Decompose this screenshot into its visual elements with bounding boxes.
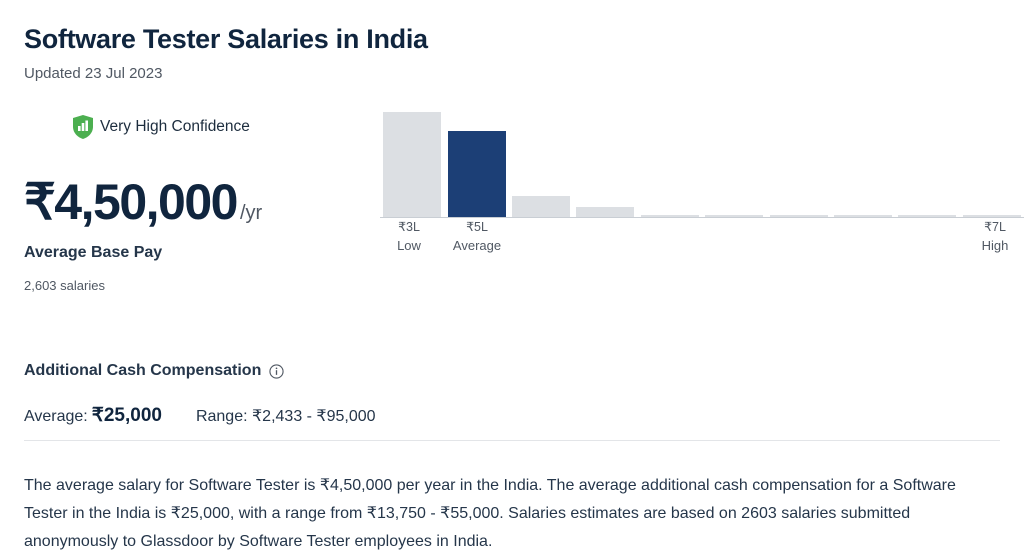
bar-slot — [444, 112, 508, 217]
bar-slot — [638, 112, 702, 217]
axis-tick-average-value: ₹5L — [466, 220, 488, 234]
base-pay-caption: Average Base Pay — [24, 244, 163, 261]
page-title: Software Tester Salaries in India — [24, 24, 428, 54]
bar-slot — [573, 112, 637, 217]
additional-cash-heading — [24, 362, 284, 380]
bar-3[interactable] — [576, 207, 634, 218]
confidence-row — [72, 114, 344, 140]
divider — [24, 440, 1000, 441]
bar-1[interactable] — [448, 131, 506, 217]
bar-0[interactable] — [383, 112, 441, 217]
pay-amount: ₹4,50,000 — [24, 174, 237, 230]
summary-text: The average salary for Software Tester is ₹4,50,000 per year in the India. The average additional cash compensation for a Software Tester in the India is ₹25,000, with a range from ₹13,750 - ₹55,000. Salaries estimates are based on 2603 salaries submitted anonymously to Glassdoor by Software Tester employees in India. — [24, 477, 956, 550]
bar-slot — [380, 112, 444, 217]
additional-cash-range: Range: ₹2,433 - ₹95,000 — [195, 408, 376, 425]
info-icon[interactable] — [269, 364, 284, 379]
salary-content — [24, 114, 1009, 334]
chart-axis-labels — [380, 218, 1024, 258]
additional-cash-values — [24, 404, 376, 427]
axis-tick-low-value: ₹3L — [398, 220, 420, 234]
bar-slot — [960, 112, 1024, 217]
axis-tick-average-name: Average — [452, 238, 502, 253]
salary-distribution-chart — [356, 114, 1024, 274]
bar-slot — [702, 112, 766, 217]
average-base-pay-amount — [24, 176, 344, 228]
bar-slot — [895, 112, 959, 217]
bar-slot — [509, 112, 573, 217]
bar-slot — [831, 112, 895, 217]
additional-cash-label: Additional Cash Compensation — [24, 362, 262, 379]
bar-chart-shield-icon — [72, 114, 94, 140]
additional-cash-average-label: Average: — [24, 408, 88, 425]
pay-summary — [24, 114, 344, 293]
confidence-label: Very High Confidence — [100, 118, 250, 135]
additional-cash-average-value: ₹25,000 — [91, 405, 162, 426]
axis-tick-high — [950, 218, 1024, 256]
axis-tick-high-name: High — [981, 238, 1009, 253]
updated-date: Updated 23 Jul 2023 — [24, 65, 163, 82]
axis-tick-low-name: Low — [397, 238, 421, 253]
chart-bars — [380, 112, 1024, 217]
bar-slot — [766, 112, 830, 217]
axis-tick-average — [432, 218, 522, 256]
salaries-count: 2,603 salaries — [24, 278, 105, 293]
bar-2[interactable] — [512, 196, 570, 217]
axis-tick-high-value: ₹7L — [984, 220, 1006, 234]
pay-unit: /yr — [239, 202, 263, 224]
